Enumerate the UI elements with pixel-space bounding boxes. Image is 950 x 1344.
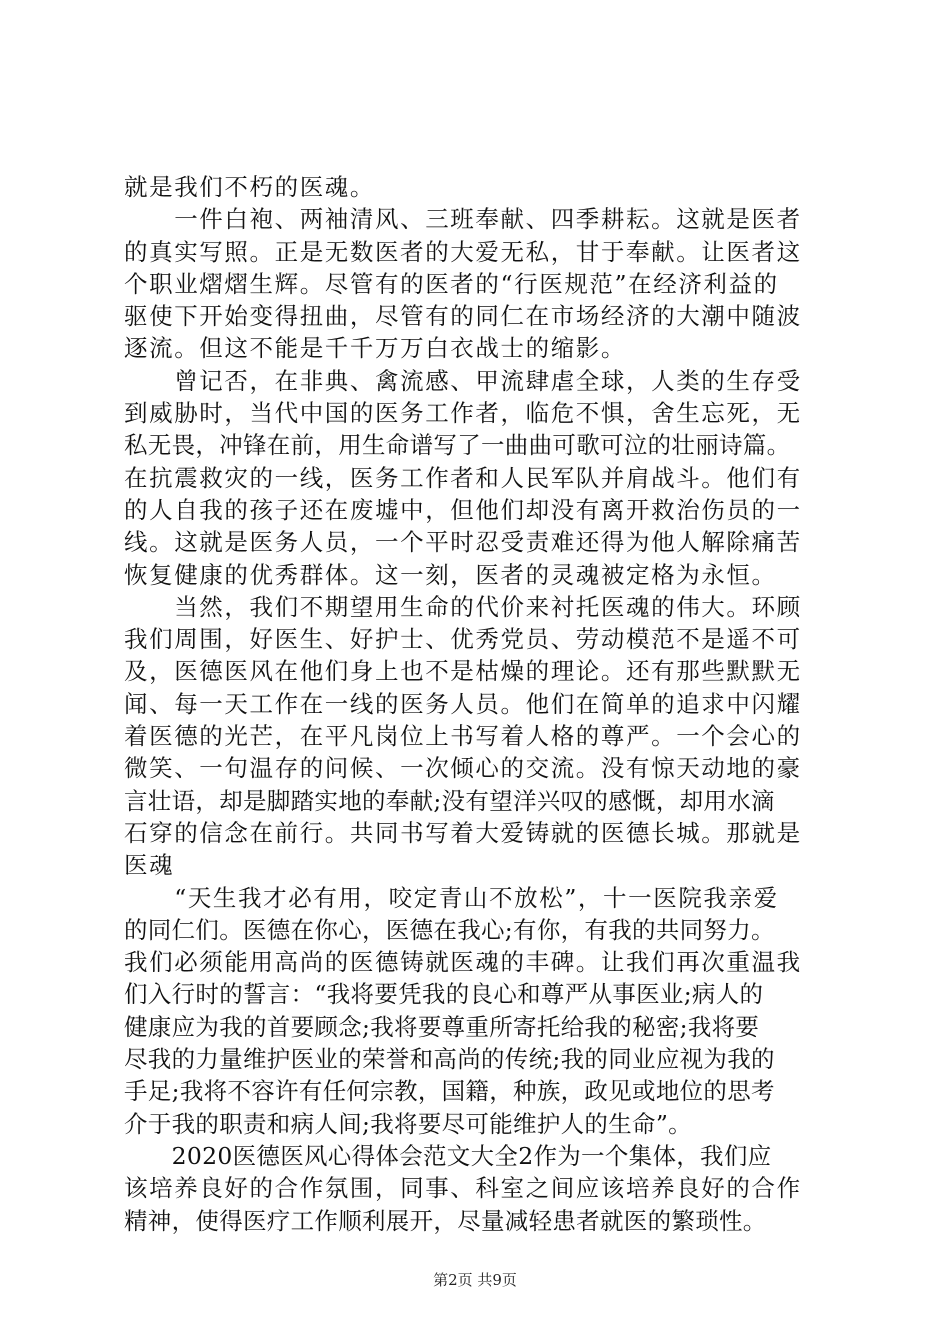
text-line: 言壮语，却是脚踏实地的奉献;没有望洋兴叹的感慨，却用水滴 (124, 786, 775, 815)
text-line: 及，医德医风在他们身上也不是枯燥的理论。还有那些默默无 (124, 657, 802, 686)
text-line: 着医德的光芒，在平凡岗位上书写着人格的尊严。一个会心的 (124, 722, 802, 751)
text-line: 精神，使得医疗工作顺利展开，尽量减轻患者就医的繁琐性。 (124, 1206, 767, 1235)
text-line: 的同仁们。医德在你心，医德在我心;有你，有我的共同努力。 (124, 915, 775, 944)
text-line: 们入行时的誓言：“我将要凭我的良心和尊严从事医业;病人的 (124, 980, 764, 1009)
text-line: 私无畏，冲锋在前，用生命谱写了一曲曲可歌可泣的壮丽诗篇。 (124, 431, 791, 460)
text-line: 我们周围，好医生、好护士、优秀党员、劳动模范不是遥不可 (124, 625, 802, 654)
text-line: 一件白袍、两袖清风、三班奉献、四季耕耘。这就是医者 (124, 205, 802, 234)
text-line: 恢复健康的优秀群体。这一刻，医者的灵魂被定格为永恒。 (124, 560, 777, 589)
text-line: 线。这就是医务人员，一个平时忍受责难还得为他人解除痛苦 (124, 528, 802, 557)
text-line: 微笑、一句温存的问候、一次倾心的交流。没有惊天动地的豪 (124, 754, 802, 783)
body-text (124, 171, 836, 1237)
text-line: 在抗震救灾的一线，医务工作者和人民军队并肩战斗。他们有 (124, 463, 802, 492)
text-line: 到威胁时，当代中国的医务工作者，临危不惧，舍生忘死，无 (124, 399, 802, 428)
page-number-footer: 第2页 共9页 (433, 1271, 517, 1289)
text-line: 2020医德医风心得体会范文大全2作为一个集体，我们应 (124, 1141, 772, 1170)
text-line: 驱使下开始变得扭曲，尽管有的同仁在市场经济的大潮中随波 (124, 302, 802, 331)
text-line: 个职业熠熠生辉。尽管有的医者的“行医规范”在经济利益的 (124, 269, 779, 298)
text-line: 的人自我的孩子还在废墟中，但他们却没有离开救治伤员的一 (124, 495, 802, 524)
text-line: 曾记否，在非典、禽流感、甲流肆虐全球，人类的生存受 (124, 366, 802, 395)
text-line: 当然，我们不期望用生命的代价来衬托医魂的伟大。环顾 (124, 592, 802, 621)
text-line: 手足;我将不容许有任何宗教，国籍，种族，政见或地位的思考 (124, 1077, 775, 1106)
text-line: “天生我才必有用，咬定青山不放松”，十一医院我亲爱 (124, 883, 779, 912)
text-line: 石穿的信念在前行。共同书写着大爱铸就的医德长城。那就是 (124, 818, 802, 847)
text-line: 介于我的职责和病人间;我将要尽可能维护人的生命”。 (124, 1109, 692, 1138)
text-line: 尽我的力量维护医业的荣誉和高尚的传统;我的同业应视为我的 (124, 1045, 775, 1074)
text-line: 的真实写照。正是无数医者的大爱无私，甘于奉献。让医者这 (124, 237, 802, 266)
text-line: 就是我们不朽的医魂。 (124, 173, 375, 201)
text-line: 逐流。但这不能是千千万万白衣战士的缩影。 (124, 334, 626, 363)
text-line: 我们必须能用高尚的医德铸就医魂的丰碑。让我们再次重温我 (124, 948, 802, 977)
text-line: 健康应为我的首要顾念;我将要尊重所寄托给我的秘密;我将要 (124, 1012, 760, 1041)
text-line: 该培养良好的合作氛围，同事、科室之间应该培养良好的合作 (124, 1174, 802, 1203)
text-line: 医魂 (124, 851, 175, 880)
text-line: 闻、每一天工作在一线的医务人员。他们在简单的追求中闪耀 (124, 689, 802, 718)
